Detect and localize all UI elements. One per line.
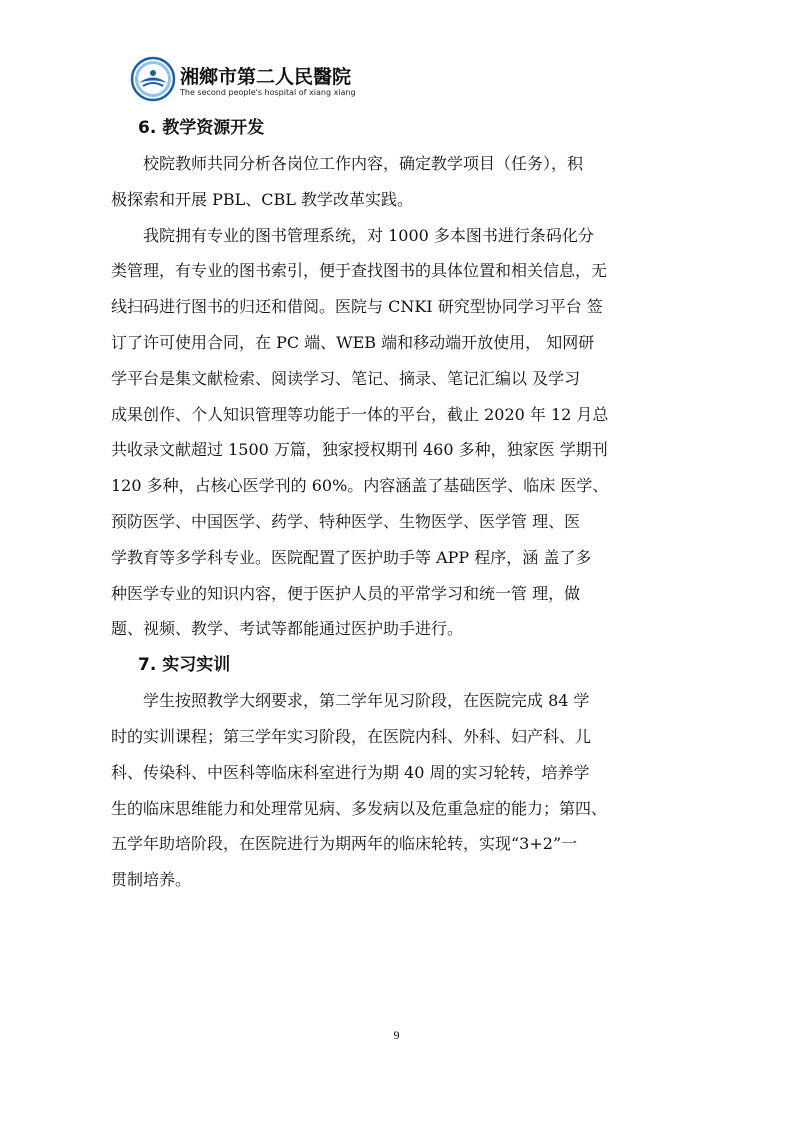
section-heading-internship: 7. 实习实训 [138,655,231,676]
text-line: 时的实训课程；第三学年实习阶段，在医院内科、外科、妇产科、儿 [111,726,592,746]
text-line: 共收录文献超过 1500 万篇，独家授权期刊 460 多种，独家医 学期刊 [111,440,608,460]
paragraph-library-system [111,218,686,648]
text-line: 类管理，有专业的图书索引，便于查找图书的具体位置和相关信息，无 [111,261,608,281]
text-line: 120 多种，占核心医学刊的 60%。内容涵盖了基础医学、临床 医学、 [111,476,609,496]
text-line: 题、视频、教学、考试等都能通过医护助手进行。 [111,619,464,639]
text-line: 学教育等多学科专业。医院配置了医护助手等 APP 程序，涵 盖了多 [111,547,592,567]
paragraph-teaching-projects [111,146,686,218]
text-line: 成果创作、个人知识管理等功能于一体的平台，截止 2020 年 12 月总 [111,404,609,424]
text-line: 预防医学、中国医学、药学、特种医学、生物医学、医学管 理、医 [111,511,581,531]
text-line: 五学年助培阶段，在医院进行为期两年的临床轮转，实现“3+2”一 [111,834,578,854]
text-line: 科、传染科、中医科等临床科室进行为期 40 周的实习轮转，培养学 [111,762,590,782]
hospital-logo-icon [130,56,176,102]
hospital-name: 湘鄉市第二人民醫院 [180,66,352,88]
document-body [111,110,686,898]
hospital-name-english: The second people's hospital of xiang xiang [180,88,356,97]
text-line: 种医学专业的知识内容，便于医护人员的平常学习和统一管 理，做 [111,583,581,603]
section-heading-teaching-resources: 6. 教学资源开发 [138,118,265,138]
text-line: 学生按照教学大纲要求，第二学年见习阶段，在医院完成 84 学 [111,691,590,711]
text-line: 生的临床思维能力和处理常见病、多发病以及危重急症的能力；第四、 [111,798,608,818]
text-line: 订了许可使用合同，在 PC 端、WEB 端和移动端开放使用， 知网研 [111,332,595,352]
text-line: 极探索和开展 PBL、CBL 教学改革实践。 [111,189,413,209]
text-line: 贯制培养。 [111,870,192,890]
page-number: 9 [393,1028,400,1042]
text-line: 线扫码进行图书的归还和借阅。医院与 CNKI 研究型协同学习平台 签 [111,297,603,317]
text-line: 校院教师共同分析各岗位工作内容，确定教学项目（任务），积 [111,154,584,173]
text-line: 我院拥有专业的图书管理系统，对 1000 多本图书进行条码化分 [111,225,594,245]
paragraph-internship [111,683,686,898]
text-line: 学平台是集文献检索、阅读学习、笔记、摘录、笔记汇编以 及学习 [111,368,581,388]
page-header [130,56,370,104]
